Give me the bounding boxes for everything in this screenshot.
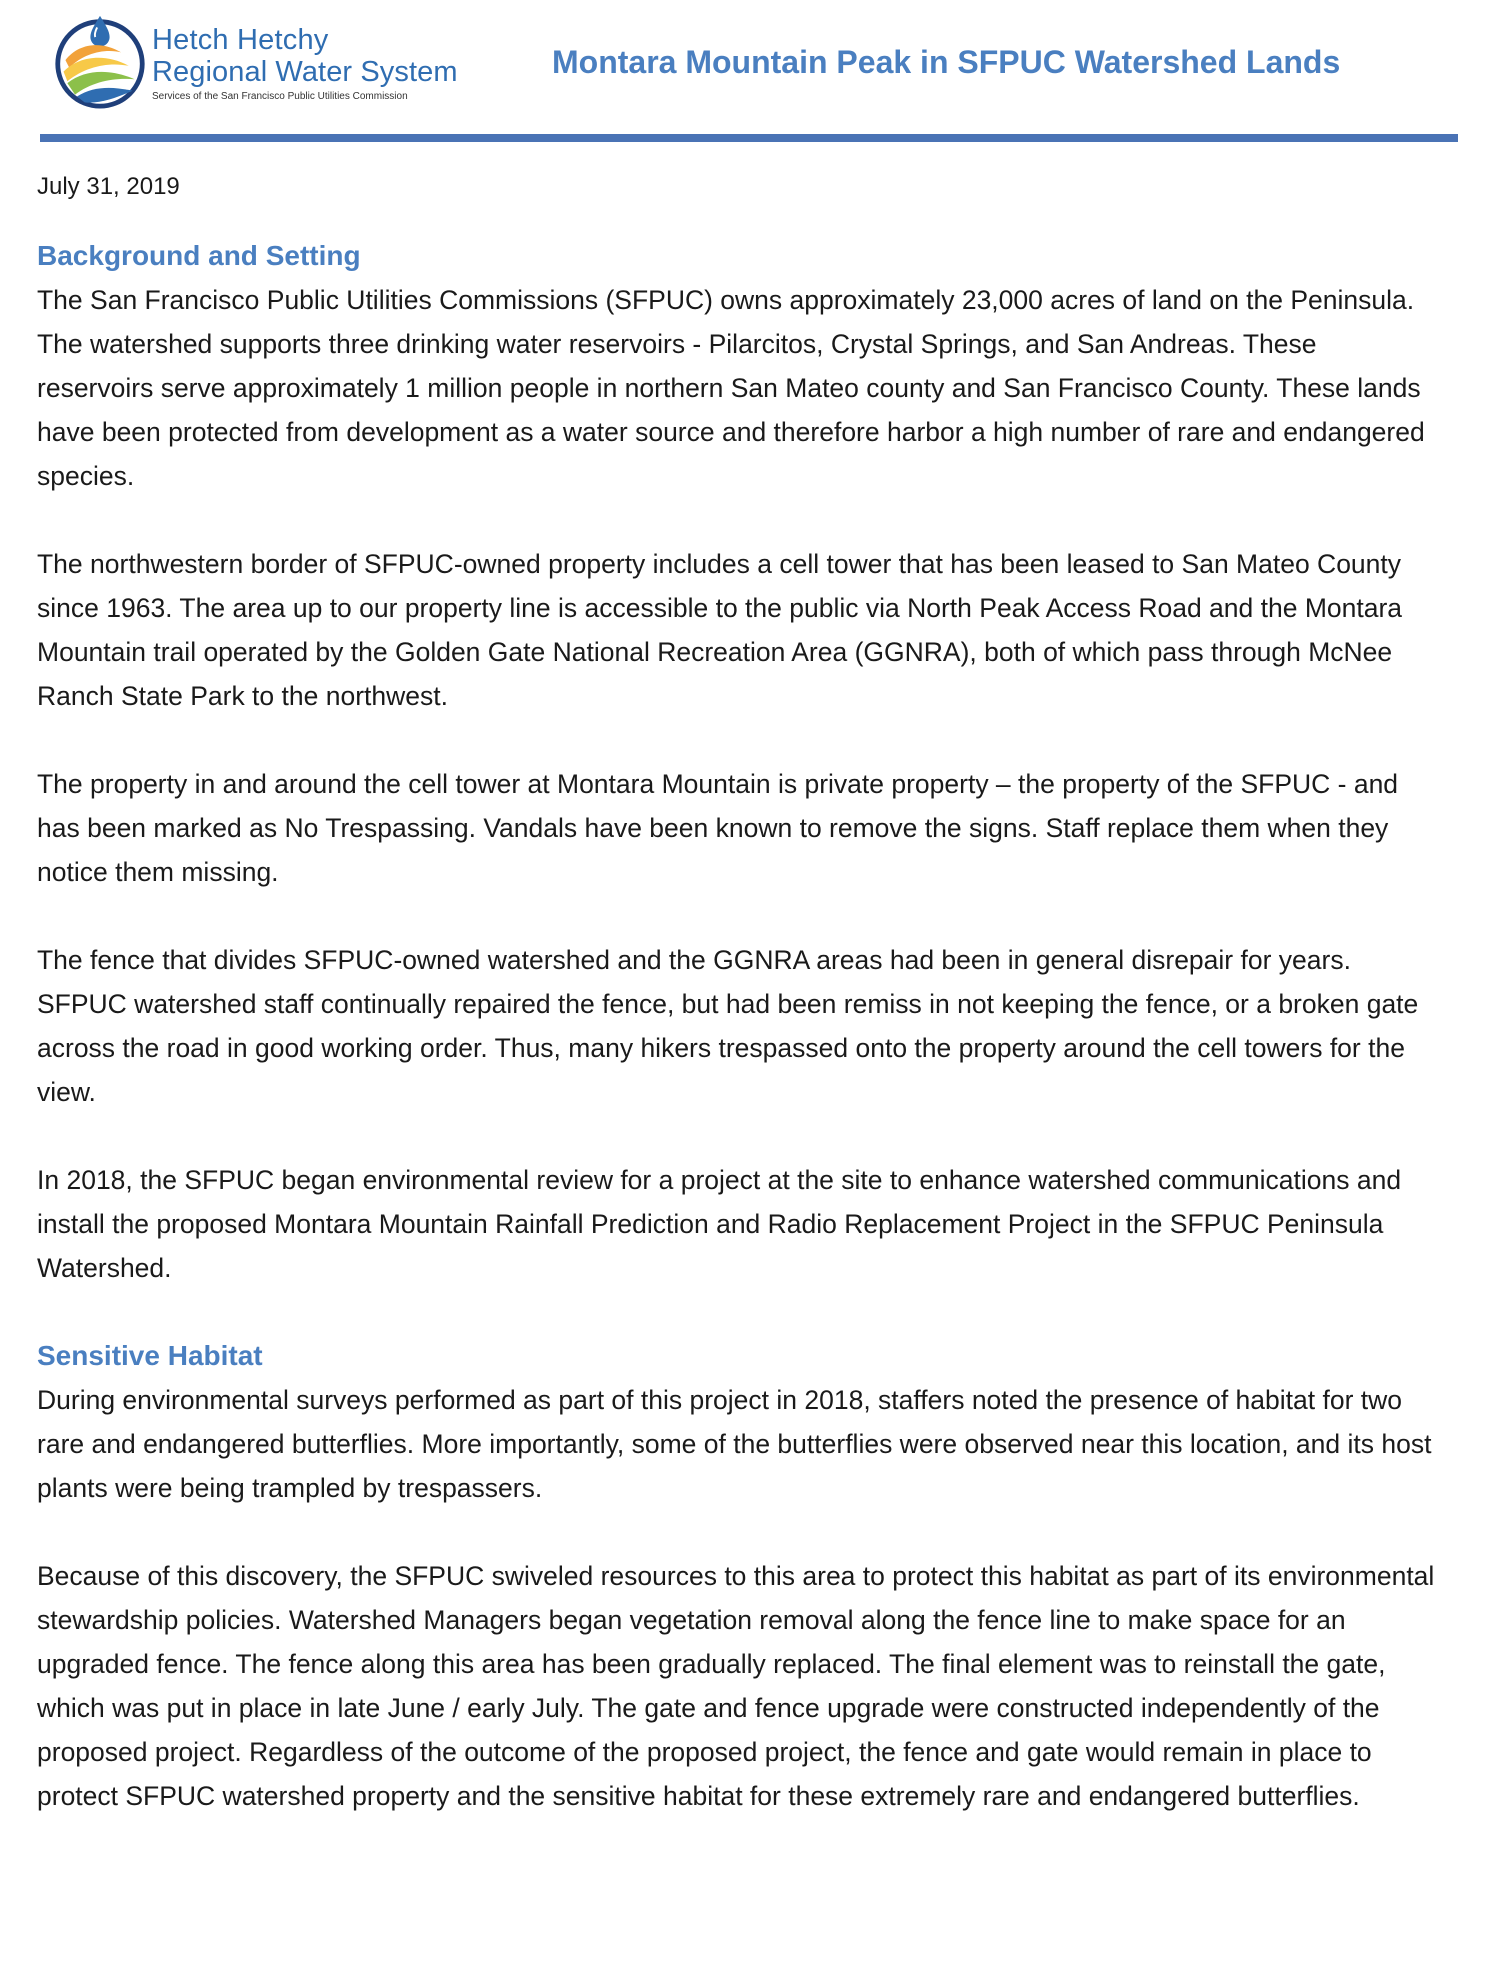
water-drop-logo-icon (52, 14, 148, 110)
brand-name (152, 24, 458, 104)
paragraph: Because of this discovery, the SFPUC swiveled resources to this area to protect this habitat as part of its environmental stewardship policies. Watershed Managers began vegetation removal along the fence line to make space for an upgraded fence. The fence along this area has been gradually replaced. The final element was to reinstall the gate, which was put in place in late June / early July. The gate and fence upgrade were constructed independently of the proposed project. Regardless of the outcome of the proposed project, the fence and gate would remain in place to protect SFPUC watershed property and the sensitive habitat for these extremely rare and endangered butterflies. (37, 1561, 1435, 1811)
brand-line-2: Regional Water System (152, 56, 458, 88)
section-heading: Sensitive Habitat (37, 1340, 263, 1371)
brand-line-1: Hetch Hetchy (152, 24, 329, 56)
section-background-and-setting (37, 234, 1437, 1290)
document-body (37, 170, 1437, 1862)
document-header (0, 0, 1486, 150)
paragraph: The property in and around the cell tower at Montara Mountain is private property – the property of the SFPUC - and has been marked as No Trespassing. Vandals have been known to remove the signs. Staff replace them when they notice them missing. (37, 769, 1399, 887)
section-heading: Background and Setting (37, 240, 361, 271)
paragraph: In 2018, the SFPUC began environmental review for a project at the site to enhance watershed communications and install the proposed Montara Mountain Rainfall Prediction and Radio Replacement Project in the SFPUC Peninsula Watershed. (37, 1165, 1402, 1283)
brand-tagline: Services of the San Francisco Public Utilities Commission (152, 91, 408, 102)
paragraph: The northwestern border of SFPUC-owned property includes a cell tower that has been leased to San Mateo County since 1963. The area up to our property line is accessible to the public via North Peak Access Road and the Montara Mountain trail operated by the Golden Gate National Recreation Area (GGNRA), both of which pass through McNee Ranch State Park to the northwest. (37, 549, 1403, 711)
paragraph: During environmental surveys performed as part of this project in 2018, staffers noted the presence of habitat for two rare and endangered butterflies. More importantly, some of the butterflies were observed near this location, and its host plants were being trampled by trespassers. (37, 1385, 1432, 1503)
paragraph: The San Francisco Public Utilities Commissions (SFPUC) owns approximately 23,000 acres of land on the Peninsula. The watershed supports three drinking water reservoirs - Pilarcitos, Crystal Springs, and San Andreas. These reservoirs serve approximately 1 million people in northern San Mateo county and San Francisco County. These lands have been protected from development as a water source and therefore harbor a high number of rare and endangered species. (37, 285, 1425, 491)
document-title: Montara Mountain Peak in SFPUC Watershed Lands (552, 44, 1341, 80)
paragraph: The fence that divides SFPUC-owned watershed and the GGNRA areas had been in general disrepair for years. SFPUC watershed staff continually repaired the fence, but had been remiss in not keeping the fence, or a broken gate across the road in good working order. Thus, many hikers trespassed onto the property around the cell towers for the view. (37, 945, 1419, 1107)
header-divider (40, 134, 1458, 142)
section-sensitive-habitat (37, 1334, 1437, 1818)
document-date: July 31, 2019 (37, 173, 180, 200)
